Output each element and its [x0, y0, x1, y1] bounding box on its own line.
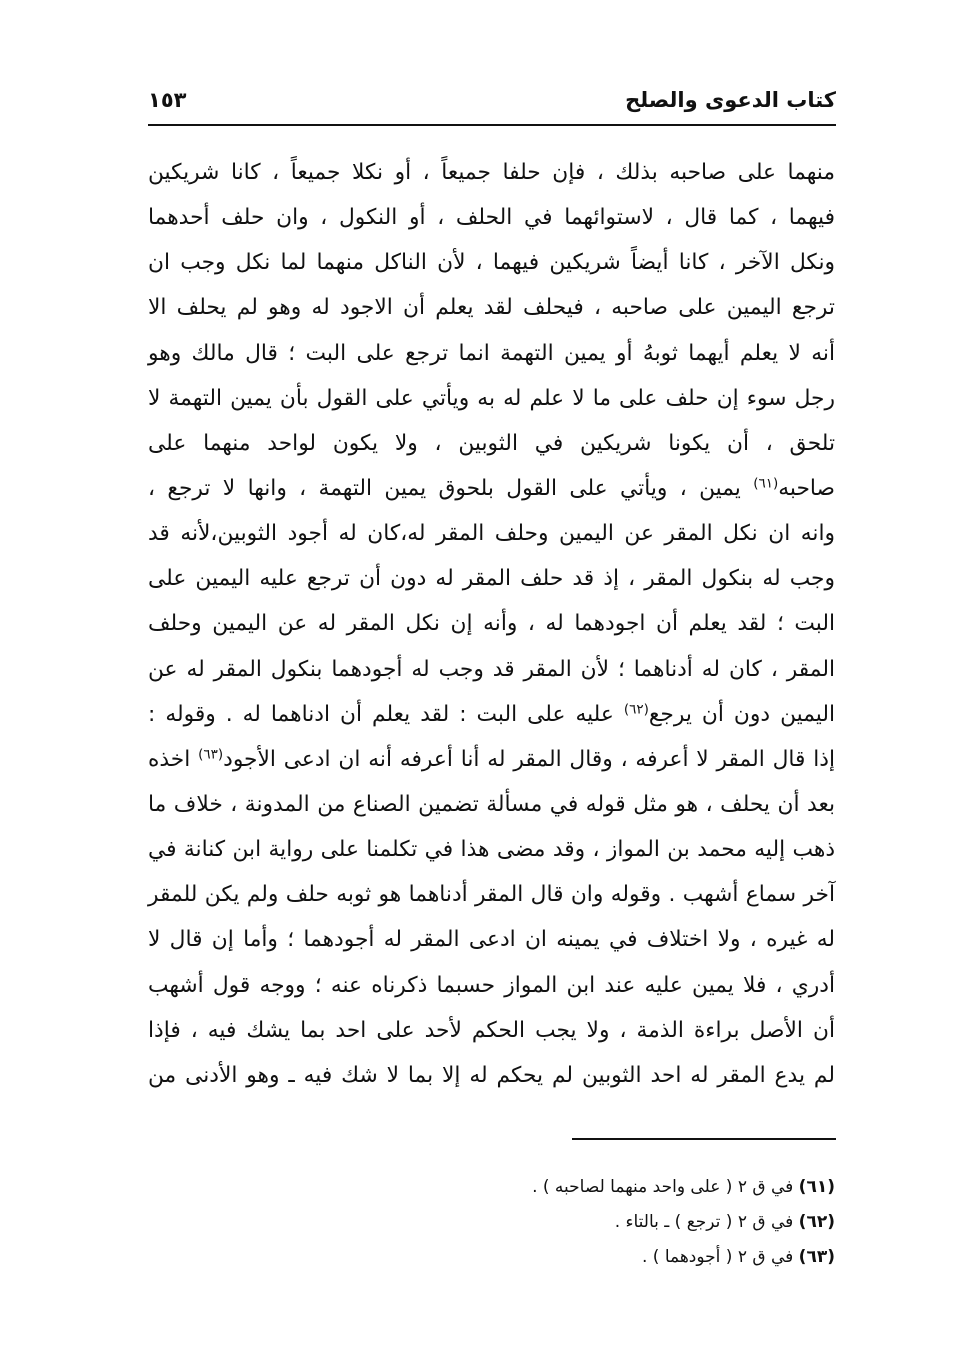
line-text: لم يدع المقر له احد الثوبين لم يحكم له إلا بما لا شك فيه ـ وهو الأدنى من — [148, 1062, 835, 1088]
line-text: ونكل الآخر ، كانا أيضاً شريكين فيهما ، لأن الناكل منهما لما نكل وجب ان — [148, 250, 835, 276]
footnote-marker: (٦١) — [798, 1177, 835, 1197]
body-line — [148, 331, 835, 376]
line-text: أن الأصل براءة الذمة ، ولا يجب الحكم لأحد على احد بما يشك فيه ، فإذا — [148, 1017, 835, 1043]
body-line — [148, 1053, 835, 1098]
line-text: آخر سماع أشهب . وقوله وان قال المقر أدناهما هو ثوبه حلف ولم يكن للمقر — [148, 882, 835, 908]
line-text: المقر ، كان له أدناهما ؛ لأن المقر قد وجب له أجودهما بنكول المقر له عن — [148, 656, 835, 682]
body-line — [148, 240, 835, 285]
line-text: بعد أن يحلف ، هو مثل قوله في مسألة تضمين الصناع من المدونة ، خلاف ما — [148, 791, 835, 817]
line-text: يمين ، ويأتي على القول بلحوق يمين التهمة ، وانها لا ترجع ، — [148, 475, 741, 501]
body-line — [148, 917, 835, 962]
body-line — [148, 647, 835, 692]
line-text: فيهما ، كما قال ، لاستوائهما في الحلف ، أو النكول ، وان حلف أحدهما — [148, 205, 835, 231]
footnote-ref: (٦١) — [753, 475, 779, 492]
body-line — [148, 963, 835, 1008]
running-title: كتاب الدعوى والصلح — [625, 88, 836, 112]
footnotes — [300, 1170, 835, 1275]
body-line — [148, 556, 835, 601]
footnote — [300, 1205, 835, 1240]
line-text: اليمين دون أن يرجع — [648, 701, 835, 727]
footnote-marker: (٦٣) — [798, 1247, 835, 1267]
line-text: صاحبه — [778, 475, 835, 501]
body-line — [148, 827, 835, 872]
page-number: ١٥٣ — [148, 88, 187, 112]
body-text — [148, 150, 835, 1098]
running-header — [148, 84, 836, 116]
line-text: اخذه — [148, 746, 191, 772]
body-line — [148, 150, 835, 195]
body-line — [148, 285, 835, 330]
footnote — [300, 1170, 835, 1205]
body-line — [148, 195, 835, 240]
footnote-ref: (٦٣) — [198, 746, 224, 763]
footnote-marker: (٦٢) — [798, 1212, 835, 1232]
body-line — [148, 466, 835, 511]
body-line — [148, 872, 835, 917]
line-text: ترجع اليمين على صاحبه ، فيحلف لقد يعلم أن الاجود له وهو لم يحلف الا — [148, 295, 835, 321]
footnote-text: في ق ٢ ( على واحد منهما لصاحبه ) . — [532, 1177, 794, 1197]
body-line — [148, 601, 835, 646]
line-text: رجل سوء إن حلف على ما لا علم له به ويأتي على القول بأن يمين التهمة لا — [148, 385, 835, 411]
body-line — [148, 692, 835, 737]
body-line — [148, 421, 835, 466]
footnote — [300, 1240, 835, 1275]
body-line — [148, 511, 835, 556]
body-line — [148, 782, 835, 827]
line-text: أدري ، فلا يمين عليه عند ابن المواز حسبما ذكرناه عنه ؛ ووجه قول أشهب — [148, 972, 835, 998]
body-line — [148, 737, 835, 782]
footnote-ref: (٦٢) — [623, 701, 649, 718]
line-text: تلحق ، أن يكونا شريكين في الثوبين ، ولا يكون لواحد منهما على — [148, 430, 835, 456]
footnote-rule — [572, 1138, 836, 1140]
body-line — [148, 376, 835, 421]
footnote-text: في ق ٢ ( أجودهما ) . — [641, 1247, 794, 1267]
header-rule — [148, 124, 836, 126]
line-text: ذهب إليه محمد بن المواز ، وقد مضى هذا في تكلمنا على رواية ابن كنانة في — [148, 837, 835, 863]
line-text: له غيره ، ولا اختلاف في يمينه ان ادعى المقر له أجودهما ؛ وأما إن قال لا — [148, 927, 835, 953]
line-text: عليه على البت : لقد يعلم أن ادناهما له . وقوله : — [148, 701, 614, 727]
line-text: منهما على صاحبه بذلك ، فإن حلفا جميعاً ، أو نكلا جميعاً ، كانا شريكين — [148, 160, 835, 185]
footnote-text: في ق ٢ ( ترجع ) ـ بالتاء . — [614, 1212, 794, 1232]
line-text: البت ؛ لقد يعلم أن اجودهما له ، وأنه إن نكل المقر له عن اليمين وحلف — [148, 611, 835, 637]
body-line — [148, 1008, 835, 1053]
line-text: إذا قال المقر لا أعرفه ، وقال المقر له أنا أعرفه أنه ان ادعى الأجود — [223, 746, 835, 772]
line-text: أنه لا يعلم أيهما ثوبهُ أو يمين التهمة انما ترجع على البت ؛ قال مالك وهو — [148, 340, 835, 366]
line-text: وانه ان نكل المقر عن اليمين وحلف المقر له،كان له أجود الثوبين،لأنه قد — [148, 521, 835, 547]
line-text: وجب له بنكول المقر ، إذ قد حلف المقر له دون أن ترجع عليه اليمين على — [148, 566, 835, 592]
